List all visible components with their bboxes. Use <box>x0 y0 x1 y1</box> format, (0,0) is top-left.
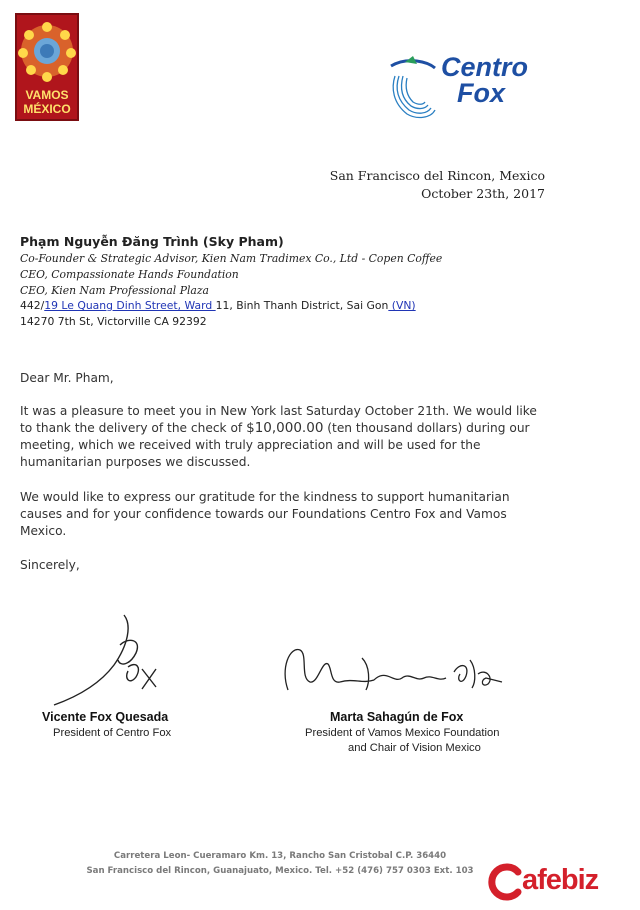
recipient-title-3: CEO, Kien Nam Professional Plaza <box>20 284 209 297</box>
fox-word: Fox <box>457 78 506 108</box>
signature-marta-sahagun <box>270 638 510 710</box>
paragraph-1 <box>20 403 548 471</box>
vamos-mexico-logo <box>15 13 79 121</box>
address-prefix: 442/ <box>20 299 45 312</box>
recipient-title-2: CEO, Compassionate Hands Foundation <box>20 268 239 281</box>
paragraph-1-start: It was a pleasure to meet you in New York last Saturday October 21th. We would like to thank the delivery of the check of <box>20 404 537 435</box>
centro-fox-logo <box>383 40 553 130</box>
closing: Sincerely, <box>20 558 80 572</box>
centro-fox-emblem-icon <box>383 48 443 123</box>
footer-address-line-1: Carretera Leon- Cueramaro Km. 13, Rancho San Cristobal C.P. 36440 <box>113 851 447 861</box>
logo-word-vamos: VAMOS <box>25 88 69 102</box>
signer-title-marta-sahagun-1: President of Vamos Mexico Foundation <box>305 727 500 739</box>
recipient-title-1: Co-Founder & Strategic Advisor, Kien Nam Tradimex Co., Ltd - Copen Coffee <box>20 252 443 265</box>
letter-date: October 23th, 2017 <box>421 186 545 201</box>
address-middle: 11, Binh Thanh District, Sai Gon <box>215 299 389 312</box>
signer-title-marta-sahagun-2: and Chair of Vision Mexico <box>348 742 481 754</box>
paragraph-1-end: (ten thousand dollars) during our meeting, which we received with truly appreciation and will be used for the humanitarian purposes we discussed. <box>20 421 530 469</box>
footer-address-line-2: San Francisco del Rincon, Guanajuato, Mexico. Tel. +52 (476) 757 0303 Ext. 103 <box>86 866 474 876</box>
signer-name-vicente-fox: Vicente Fox Quesada <box>42 710 169 724</box>
address-country-link[interactable]: (VN) <box>388 299 416 312</box>
signer-name-marta-sahagun: Marta Sahagún de Fox <box>330 710 464 724</box>
letter-place: San Francisco del Rincon, Mexico <box>329 168 545 183</box>
recipient-address-line-2: 14270 7th St, Victorville CA 92392 <box>20 315 207 328</box>
cafebiz-text: afebiz <box>522 864 599 896</box>
signer-title-vicente-fox: President of Centro Fox <box>53 727 172 739</box>
salutation: Dear Mr. Pham, <box>20 371 114 385</box>
signature-vicente-fox <box>32 605 172 710</box>
people-circle-icon <box>17 17 77 87</box>
paragraph-2: We would like to express our gratitude for the kindness to support humanitarian causes and for your confidence towards our Foundations Centro Fox and Vamos Mexico. <box>20 490 510 538</box>
cafebiz-watermark <box>484 862 634 902</box>
recipient-name: Phạm Nguyễn Đăng Trình (Sky Pham) <box>20 234 284 249</box>
logo-word-mexico: MÉXICO <box>23 102 71 116</box>
address-link[interactable]: 19 Le Quang Dinh Street, Ward <box>44 299 216 312</box>
check-amount: $10,000.00 <box>246 420 324 436</box>
recipient-address-line-1 <box>20 299 416 312</box>
centro-word: Centro <box>441 52 528 82</box>
cafebiz-c-icon <box>484 862 524 902</box>
